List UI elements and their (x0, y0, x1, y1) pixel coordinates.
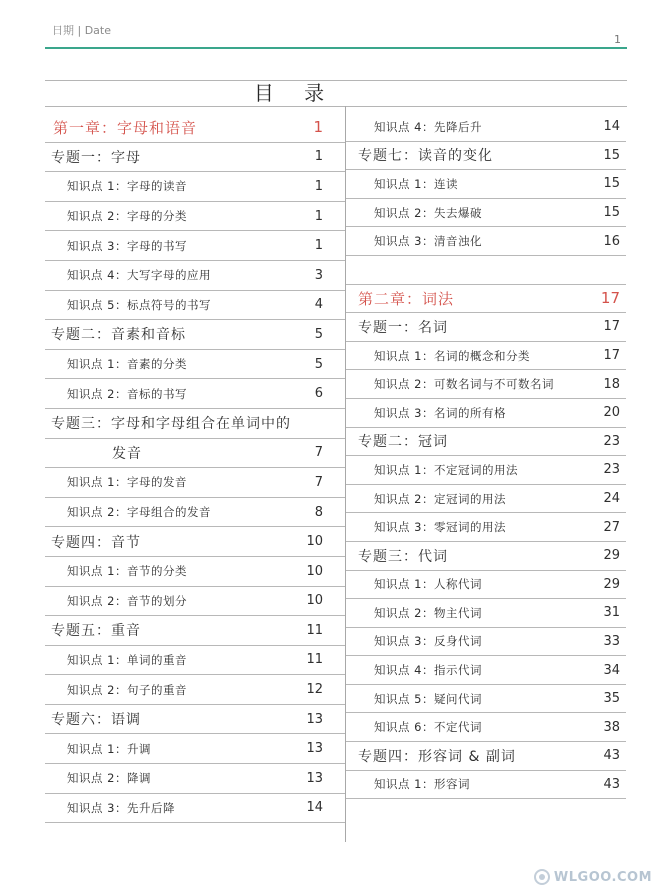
toc-point-row (45, 350, 345, 380)
toc-entry-title: 知识点 2：音节的划分 (67, 593, 187, 608)
toc-entry-page: 17 (603, 348, 620, 364)
toc-entry-page: 20 (603, 405, 620, 421)
toc-entry-title: 知识点 1：单词的重音 (67, 652, 187, 667)
toc-entry-title: 专题一：字母 (51, 149, 141, 166)
toc-topic-row (45, 616, 345, 646)
toc-point-row (346, 199, 626, 228)
toc-entry-page: 38 (603, 719, 620, 735)
toc-entry-page: 23 (603, 462, 620, 478)
toc-entry-page: 8 (314, 504, 323, 520)
toc-point-row (45, 794, 345, 824)
toc-topic-row (346, 542, 626, 571)
toc-point-row (45, 172, 345, 202)
toc-entry-title: 专题五：重音 (51, 623, 141, 640)
toc-entry-title: 第一章：字母和语音 (53, 118, 198, 137)
toc-entry-page: 34 (603, 662, 620, 678)
header-rule (45, 47, 627, 49)
toc-point-row (45, 261, 345, 291)
toc-entry-page: 29 (603, 548, 620, 564)
toc-point-row (346, 628, 626, 657)
toc-entry-page: 11 (306, 652, 323, 668)
toc-entry-page: 12 (306, 682, 323, 698)
toc-entry-title: 知识点 2：物主代词 (374, 605, 482, 620)
toc-chapter-row (45, 113, 345, 143)
toc-entry-title: 专题七：读音的变化 (358, 148, 493, 165)
toc-entry-title: 专题一：名词 (358, 319, 448, 336)
toc-entry-title: 专题四：音节 (51, 534, 141, 551)
toc-entry-title: 知识点 1：人称代词 (374, 577, 482, 592)
toc-point-row (346, 485, 626, 514)
toc-entry-page: 24 (603, 491, 620, 507)
toc-point-row (346, 342, 626, 371)
toc-entry-title: 知识点 1：字母的读音 (67, 179, 187, 194)
toc-entry-title: 专题三：代词 (358, 548, 448, 565)
toc-entry-page: 15 (603, 205, 620, 221)
toc-entry-title: 知识点 2：可数名词与不可数名词 (374, 377, 554, 392)
toc-point-row (346, 513, 626, 542)
toc-entry-page: 11 (306, 622, 323, 638)
toc-entry-page: 13 (306, 711, 323, 727)
toc-topic-row (346, 742, 626, 771)
toc-entry-title: 发音 (112, 445, 142, 462)
toc-entry-page: 7 (314, 445, 323, 461)
toc-entry-page: 10 (306, 534, 323, 550)
toc-point-row (346, 771, 626, 800)
toc-entry-page: 18 (603, 376, 620, 392)
toc-entry-page: 15 (603, 147, 620, 163)
toc-entry-page: 5 (314, 326, 323, 342)
toc-entry-title: 专题二：冠词 (358, 434, 448, 451)
toc-topic-row (45, 409, 345, 439)
toc-point-row (45, 231, 345, 261)
watermark (534, 869, 652, 885)
toc-entry-title: 知识点 2：句子的重音 (67, 682, 187, 697)
toc-entry-page: 1 (314, 208, 323, 224)
toc-topic-row (346, 428, 626, 457)
toc-point-row (45, 498, 345, 528)
page-title: 目 录 (253, 81, 337, 105)
toc-point-row (346, 656, 626, 685)
toc-right-column (346, 113, 626, 799)
toc-point-row (346, 170, 626, 199)
watermark-logo-icon (534, 869, 550, 885)
toc-entry-page: 14 (306, 800, 323, 816)
toc-topic-row (45, 143, 345, 173)
toc-entry-page: 1 (313, 118, 323, 137)
toc-point-row (45, 557, 345, 587)
toc-entry-title: 知识点 2：音标的书写 (67, 386, 187, 401)
toc-point-row (346, 399, 626, 428)
toc-entry-title: 知识点 1：不定冠词的用法 (374, 462, 518, 477)
toc-entry-title: 知识点 3：零冠词的用法 (374, 520, 506, 535)
toc-point-row (346, 113, 626, 142)
toc-point-row (346, 370, 626, 399)
date-label: 日期 | Date (52, 24, 111, 37)
toc-entry-title: 专题二：音素和音标 (51, 327, 186, 344)
toc-entry-title: 知识点 2：字母组合的发音 (67, 505, 211, 520)
ruled-line (45, 106, 627, 107)
toc-entry-page: 1 (314, 178, 323, 194)
toc-entry-page: 23 (603, 433, 620, 449)
toc-chapter-row (346, 285, 626, 314)
toc-entry-page: 1 (314, 149, 323, 165)
toc-entry-title: 知识点 2：字母的分类 (67, 209, 187, 224)
toc-point-row (346, 571, 626, 600)
toc-blank-row (346, 256, 626, 285)
toc-entry-title: 第二章：词法 (358, 289, 455, 308)
toc-entry-title: 知识点 4：指示代词 (374, 663, 482, 678)
toc-point-row (45, 675, 345, 705)
toc-topic-row (346, 142, 626, 171)
toc-entry-page: 35 (603, 691, 620, 707)
toc-entry-title: 知识点 4：大写字母的应用 (67, 268, 211, 283)
toc-point-row (346, 227, 626, 256)
toc-entry-title: 知识点 4：先降后升 (374, 119, 482, 134)
toc-entry-title: 知识点 1：名词的概念和分类 (374, 348, 530, 363)
toc-topic-continuation-row (45, 439, 345, 469)
toc-entry-title: 知识点 2：失去爆破 (374, 205, 482, 220)
toc-entry-page: 1 (314, 238, 323, 254)
toc-entry-page: 10 (306, 563, 323, 579)
toc-point-row (45, 379, 345, 409)
toc-entry-page: 43 (603, 776, 620, 792)
toc-point-row (45, 202, 345, 232)
toc-topic-row (346, 313, 626, 342)
toc-point-row (45, 587, 345, 617)
toc-point-row (45, 646, 345, 676)
toc-topic-row (45, 527, 345, 557)
toc-entry-page: 31 (603, 605, 620, 621)
toc-point-row (346, 456, 626, 485)
toc-entry-title: 知识点 1：升调 (67, 741, 151, 756)
toc-topic-row (45, 705, 345, 735)
toc-entry-page: 33 (603, 633, 620, 649)
toc-entry-title: 知识点 1：连读 (374, 176, 458, 191)
toc-entry-title: 专题四：形容词 & 副词 (358, 748, 516, 765)
toc-entry-page: 5 (314, 356, 323, 372)
toc-entry-title: 专题三：字母和字母组合在单词中的 (51, 416, 291, 433)
toc-point-row (45, 291, 345, 321)
toc-entry-page: 27 (603, 519, 620, 535)
toc-entry-page: 3 (314, 267, 323, 283)
toc-entry-title: 知识点 2：降调 (67, 771, 151, 786)
page-number: 1 (614, 33, 621, 46)
toc-point-row (45, 764, 345, 794)
toc-entry-page: 16 (603, 233, 620, 249)
toc-point-row (346, 685, 626, 714)
toc-entry-title: 知识点 6：不定代词 (374, 720, 482, 735)
toc-point-row (346, 599, 626, 628)
toc-point-row (45, 734, 345, 764)
toc-entry-page: 15 (603, 176, 620, 192)
toc-entry-title: 知识点 5：疑问代词 (374, 691, 482, 706)
toc-entry-title: 知识点 1：音节的分类 (67, 564, 187, 579)
toc-entry-page: 29 (603, 576, 620, 592)
toc-entry-page: 6 (314, 386, 323, 402)
toc-entry-page: 43 (603, 748, 620, 764)
toc-entry-title: 知识点 1：形容词 (374, 777, 470, 792)
toc-point-row (45, 468, 345, 498)
toc-entry-title: 知识点 3：字母的书写 (67, 238, 187, 253)
toc-left-column (45, 113, 345, 823)
toc-entry-title: 知识点 3：名词的所有格 (374, 405, 506, 420)
toc-entry-page: 7 (314, 474, 323, 490)
toc-entry-page: 17 (600, 289, 620, 308)
toc-entry-page: 4 (314, 297, 323, 313)
toc-entry-title: 知识点 3：反身代词 (374, 634, 482, 649)
toc-topic-row (45, 320, 345, 350)
toc-entry-title: 知识点 1：字母的发音 (67, 475, 187, 490)
toc-entry-title: 知识点 2：定冠词的用法 (374, 491, 506, 506)
toc-point-row (346, 713, 626, 742)
toc-entry-title: 知识点 3：清音浊化 (374, 234, 482, 249)
toc-entry-page: 13 (306, 741, 323, 757)
watermark-text: WLGOO.COM (553, 869, 652, 885)
toc-entry-page: 14 (603, 119, 620, 135)
toc-entry-title: 知识点 1：音素的分类 (67, 357, 187, 372)
toc-entry-page: 17 (603, 319, 620, 335)
toc-entry-title: 知识点 5：标点符号的书写 (67, 297, 211, 312)
toc-entry-page: 13 (306, 770, 323, 786)
toc-entry-title: 专题六：语调 (51, 712, 141, 729)
toc-entry-title: 知识点 3：先升后降 (67, 800, 175, 815)
toc-entry-page: 10 (306, 593, 323, 609)
